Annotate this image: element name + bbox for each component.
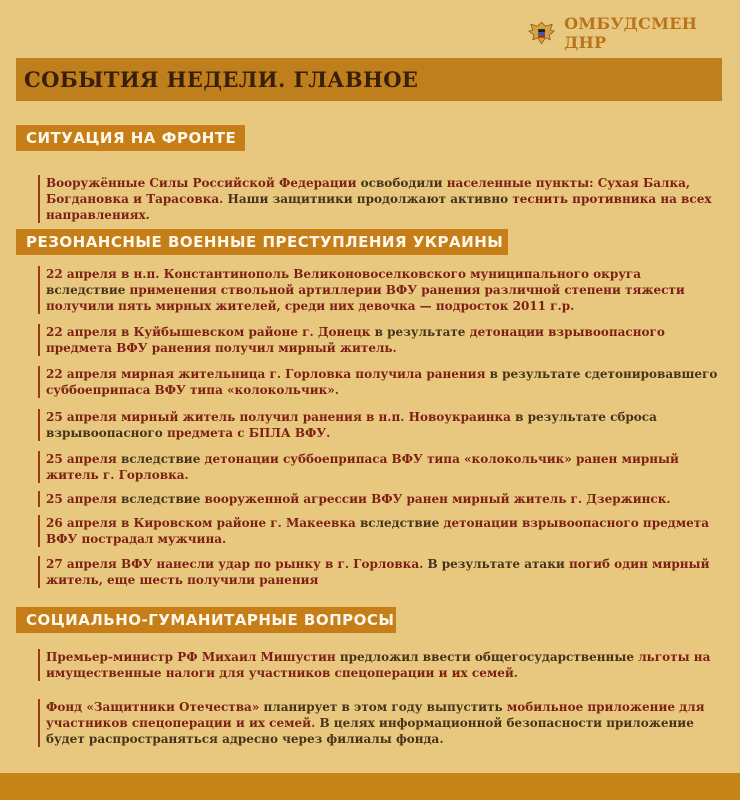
list-item: Вооружённые Силы Российской Федерации освободили населенные пункты: Сухая Балка, Богдановка и Тарасовка. Наши защитники продолжают активно теснить противника на всех направлениях. xyxy=(38,175,718,223)
page-title-banner xyxy=(16,58,722,101)
list-item: Фонд «Защитники Отечества» планирует в этом году выпустить мобильное приложение для участников спецоперации и их семей. В целях информационной безопасности приложение будет распространяться адресно через филиалы фонда. xyxy=(38,699,718,747)
list-item: 25 апреля мирный житель получил ранения в н.п. Новоукраинка в результате сброса взрывоопасного предмета с БПЛА ВФУ. xyxy=(38,409,718,441)
list-item: 27 апреля ВФУ нанесли удар по рынку в г. Горловка. В результате атаки погиб один мирный житель, еще шесть получили ранения xyxy=(38,556,718,588)
brand-name: ОМБУДСМЕН ДНР xyxy=(564,14,698,52)
section-header-crimes xyxy=(16,229,508,255)
section-title: РЕЗОНАНСНЫЕ ВОЕННЫЕ ПРЕСТУПЛЕНИЯ УКРАИНЫ xyxy=(26,233,504,251)
section-title: СОЦИАЛЬНО-ГУМАНИТАРНЫЕ ВОПРОСЫ xyxy=(26,611,395,629)
section-header-front xyxy=(16,125,245,151)
section-title: СИТУАЦИЯ НА ФРОНТЕ xyxy=(26,129,237,147)
list-item: Премьер-министр РФ Михаил Мишустин предложил ввести общегосударственные льготы на имущественные налоги для участников спецоперации и их семей. xyxy=(38,649,718,681)
list-item: 26 апреля в Кировском районе г. Макеевка вследствие детонации взрывоопасного предмета ВФУ пострадал мужчина. xyxy=(38,515,718,547)
brand-logo xyxy=(527,14,740,52)
footer-bar xyxy=(0,773,740,800)
list-item: 22 апреля в н.п. Константинополь Великоновоселковского муниципального округа вследствие применения ствольной артиллерии ВФУ ранения различной степени тяжести получили пять мирных жителей, среди них девочка — подросток 2011 г.р. xyxy=(38,266,718,314)
list-item: 25 апреля вследствие вооруженной агрессии ВФУ ранен мирный житель г. Дзержинск. xyxy=(38,491,718,507)
list-item: 22 апреля мирная жительница г. Горловка получила ранения в результате сдетонировавшего суббоеприпаса ВФУ типа «колокольчик». xyxy=(38,366,718,398)
list-item: 25 апреля вследствие детонации суббоеприпаса ВФУ типа «колокольчик» ранен мирный житель г. Горловка. xyxy=(38,451,718,483)
page-title: СОБЫТИЯ НЕДЕЛИ. ГЛАВНОЕ xyxy=(24,67,419,92)
list-item: 22 апреля в Куйбышевском районе г. Донецк в результате детонации взрывоопасного предмета ВФУ ранения получил мирный житель. xyxy=(38,324,718,356)
eagle-emblem-icon xyxy=(527,18,556,48)
section-header-social xyxy=(16,607,396,633)
